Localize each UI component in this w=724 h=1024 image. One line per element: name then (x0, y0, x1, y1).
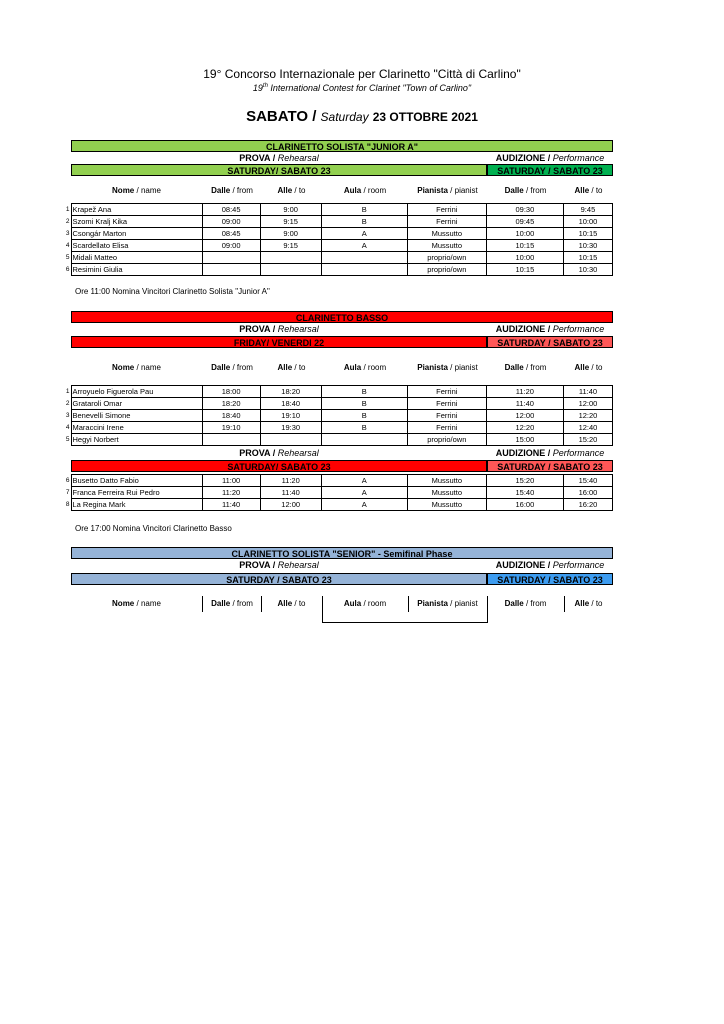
col-from (203, 185, 261, 196)
cell-pianist: Mussutto (407, 475, 486, 487)
cell-room: B (321, 410, 407, 422)
col-pfrom-it: Dalle (504, 186, 524, 195)
cell-room: B (321, 386, 407, 398)
senior-divider (322, 596, 323, 622)
cell-pto: 12:20 (563, 410, 612, 422)
cell-pto: 15:40 (563, 475, 612, 487)
col-name-en: / name (136, 363, 161, 372)
col-pto-en: / to (591, 599, 603, 608)
cell-from: 19:10 (202, 422, 260, 434)
cell-n: 4 (65, 424, 70, 431)
basso-prova-label-2 (71, 448, 487, 459)
cell-name: Krapež Ana (71, 204, 202, 216)
cell-to (260, 252, 321, 264)
table-row (62, 204, 613, 216)
cell-pianist: Ferrini (407, 398, 486, 410)
cell-room (321, 264, 407, 276)
col-to-it: Alle (277, 363, 293, 372)
cell-from: 11:20 (202, 487, 260, 499)
col-to-it: Alle (277, 599, 293, 608)
cell-pfrom: 12:00 (486, 410, 563, 422)
col-from-en: / from (232, 599, 253, 608)
cell-to: 9:00 (260, 204, 321, 216)
col-name-it: Nome (112, 186, 135, 195)
senior-prova-label (71, 560, 487, 571)
col-to (261, 362, 322, 373)
col-pto-it: Alle (574, 186, 590, 195)
col-from-it: Dalle (211, 363, 231, 372)
performance-label: Performance (552, 560, 605, 570)
cell-to: 18:20 (260, 386, 321, 398)
cell-n: 6 (65, 266, 70, 273)
col-to-en: / to (294, 186, 306, 195)
cell-from: 08:45 (202, 204, 260, 216)
audizione-label: AUDIZIONE / (495, 560, 551, 570)
cell-pfrom: 12:20 (486, 422, 563, 434)
cell-n: 3 (65, 230, 70, 237)
cell-pianist: Mussutto (407, 240, 486, 252)
cell-from: 18:40 (202, 410, 260, 422)
cell-pto: 12:00 (563, 398, 612, 410)
col-from-it: Dalle (211, 186, 231, 195)
col-from-en: / from (232, 363, 253, 372)
cell-to (260, 264, 321, 276)
cell-from: 18:20 (202, 398, 260, 410)
col-pfrom-en: / from (525, 186, 547, 195)
cell-pto: 10:30 (563, 264, 612, 276)
cell-room (321, 252, 407, 264)
cell-room: B (321, 398, 407, 410)
col-room-en: / room (363, 186, 387, 195)
basso-rehearsal-day-2: SATURDAY/ SABATO 23 (71, 460, 487, 472)
cell-to: 9:15 (260, 216, 321, 228)
cell-from: 09:00 (202, 216, 260, 228)
junior-performance-day: SATURDAY / SABATO 23 (487, 164, 613, 176)
col-pianist-it: Pianista (417, 363, 448, 372)
cell-pianist: Ferrini (407, 422, 486, 434)
cell-pfrom: 15:00 (486, 434, 563, 446)
cell-pto: 16:00 (563, 487, 612, 499)
table-row (62, 228, 613, 240)
col-room-en: / room (363, 363, 387, 372)
col-pfrom-en: / from (525, 363, 547, 372)
table-row (62, 487, 613, 499)
col-pianist (408, 362, 487, 373)
col-from (203, 362, 261, 373)
col-to-en: / to (294, 363, 306, 372)
cell-pto: 10:30 (563, 240, 612, 252)
table-row (62, 264, 613, 276)
cell-name: Resimini Giulia (71, 264, 202, 276)
col-pianist-en: / pianist (450, 186, 478, 195)
cell-pianist: Ferrini (407, 410, 486, 422)
audizione-label: AUDIZIONE / (495, 448, 551, 458)
cell-from (202, 252, 260, 264)
cell-room: A (321, 240, 407, 252)
cell-name: Scardellato Elisa (71, 240, 202, 252)
table-row (62, 434, 613, 446)
col-pto (564, 362, 613, 373)
senior-title-band: CLARINETTO SOLISTA "SENIOR" - Semifinal Phase (71, 547, 613, 559)
col-pfrom-en: / from (525, 599, 547, 608)
cell-pto: 15:20 (563, 434, 612, 446)
cell-pto: 11:40 (563, 386, 612, 398)
col-pianist-en: / pianist (450, 599, 478, 608)
col-pto (564, 598, 613, 609)
col-name (71, 598, 202, 609)
cell-name: Midali Matteo (71, 252, 202, 264)
col-pfrom-it: Dalle (504, 599, 524, 608)
rehearsal-label: Rehearsal (277, 560, 319, 570)
cell-pfrom: 09:45 (486, 216, 563, 228)
col-room-it: Aula (343, 363, 362, 372)
rehearsal-label: Rehearsal (277, 448, 319, 458)
cell-name: Grataroli Omar (71, 398, 202, 410)
cell-to: 11:40 (260, 487, 321, 499)
subtitle-text: International Contest for Clarinet "Town of Carlino" (267, 83, 472, 93)
cell-pfrom: 11:40 (486, 398, 563, 410)
basso-audizione-label (487, 324, 613, 335)
senior-performance-day: SATURDAY / SABATO 23 (487, 573, 613, 585)
day-date: 23 OTTOBRE 2021 (372, 110, 478, 124)
cell-n: 7 (65, 489, 70, 496)
cell-pto: 10:15 (563, 228, 612, 240)
senior-divider (408, 596, 409, 612)
cell-pto: 12:40 (563, 422, 612, 434)
cell-n: 5 (65, 254, 70, 261)
col-room-it: Aula (343, 599, 362, 608)
cell-pfrom: 10:00 (486, 252, 563, 264)
cell-pianist: Mussutto (407, 487, 486, 499)
junior-audizione-label (487, 153, 613, 164)
cell-room (321, 434, 407, 446)
audizione-label: AUDIZIONE / (495, 153, 551, 163)
senior-divider (487, 596, 488, 622)
table-row (62, 422, 613, 434)
senior-divider (564, 596, 565, 612)
basso-audizione-label-2 (487, 448, 613, 459)
table-row (62, 410, 613, 422)
cell-pfrom: 10:00 (486, 228, 563, 240)
cell-to: 18:40 (260, 398, 321, 410)
cell-to: 19:10 (260, 410, 321, 422)
junior-rehearsal-day: SATURDAY/ SABATO 23 (71, 164, 487, 176)
col-pfrom (487, 362, 564, 373)
table-row (62, 386, 613, 398)
col-from (203, 598, 261, 609)
cell-to: 9:00 (260, 228, 321, 240)
senior-divider (202, 596, 203, 612)
col-name-en: / name (136, 599, 161, 608)
rehearsal-label: Rehearsal (277, 153, 319, 163)
table-row (62, 398, 613, 410)
col-name-it: Nome (112, 599, 135, 608)
cell-name: Arroyuelo Figuerola Pau (71, 386, 202, 398)
cell-room: B (321, 216, 407, 228)
senior-rehearsal-day: SATURDAY / SABATO 23 (71, 573, 487, 585)
day-it: SABATO / (246, 108, 317, 125)
col-room (322, 362, 408, 373)
cell-pianist: Ferrini (407, 204, 486, 216)
col-pianist (408, 598, 487, 609)
col-name (71, 362, 202, 373)
cell-from: 08:45 (202, 228, 260, 240)
cell-room: A (321, 475, 407, 487)
table-row (62, 475, 613, 487)
cell-n: 4 (65, 242, 70, 249)
cell-n: 6 (65, 477, 70, 484)
col-room (322, 185, 408, 196)
col-pianist-it: Pianista (417, 186, 448, 195)
cell-room: A (321, 487, 407, 499)
cell-name: Busetto Datto Fabio (71, 475, 202, 487)
performance-label: Performance (552, 448, 605, 458)
col-from-en: / from (232, 186, 253, 195)
basso-table (62, 385, 613, 446)
table-row (62, 216, 613, 228)
cell-to: 9:15 (260, 240, 321, 252)
prova-label: PROVA / (239, 448, 276, 458)
col-pto-it: Alle (574, 363, 590, 372)
col-pto (564, 185, 613, 196)
prova-label: PROVA / (239, 153, 276, 163)
senior-divider (261, 596, 262, 612)
junior-title-band: CLARINETTO SOLISTA "JUNIOR A" (71, 140, 613, 152)
col-pianist-en: / pianist (450, 363, 478, 372)
cell-from: 11:00 (202, 475, 260, 487)
col-pto-it: Alle (574, 599, 590, 608)
cell-pfrom: 11:20 (486, 386, 563, 398)
col-pfrom-it: Dalle (504, 363, 524, 372)
cell-n: 1 (65, 388, 70, 395)
junior-table (62, 203, 613, 276)
senior-audizione-label (487, 560, 613, 571)
day-en: Saturday (320, 110, 369, 124)
day-heading (0, 108, 724, 125)
cell-pfrom: 10:15 (486, 264, 563, 276)
cell-name: Csongár Marton (71, 228, 202, 240)
cell-pfrom: 10:15 (486, 240, 563, 252)
basso-table-2 (62, 474, 613, 511)
table-row (62, 499, 613, 511)
col-name-en: / name (136, 186, 161, 195)
cell-to: 11:20 (260, 475, 321, 487)
col-to-it: Alle (277, 186, 293, 195)
col-pianist (408, 185, 487, 196)
table-row (62, 240, 613, 252)
contest-title: 19° Concorso Internazionale per Clarinetto "Città di Carlino" (203, 67, 521, 81)
cell-room: A (321, 499, 407, 511)
cell-from (202, 264, 260, 276)
cell-n: 1 (65, 206, 70, 213)
subtitle-number: 19 (252, 83, 263, 93)
rehearsal-label: Rehearsal (277, 324, 319, 334)
cell-to: 19:30 (260, 422, 321, 434)
cell-pianist: proprio/own (407, 264, 486, 276)
col-pto-en: / to (591, 186, 603, 195)
cell-pfrom: 09:30 (486, 204, 563, 216)
col-to-en: / to (294, 599, 306, 608)
senior-bottom-line (322, 622, 488, 623)
cell-name: Benevelli Simone (71, 410, 202, 422)
basso-note: Ore 17:00 Nomina Vincitori Clarinetto Basso (75, 524, 232, 533)
cell-name: La Regina Mark (71, 499, 202, 511)
basso-prova-label (71, 324, 487, 335)
cell-from: 11:40 (202, 499, 260, 511)
col-name-it: Nome (112, 363, 135, 372)
basso-performance-day-2: SATURDAY / SABATO 23 (487, 460, 613, 472)
col-to (261, 598, 322, 609)
col-pianist-it: Pianista (417, 599, 448, 608)
cell-n: 2 (65, 218, 70, 225)
cell-name: Hegyi Norbert (71, 434, 202, 446)
junior-prova-label (71, 153, 487, 164)
cell-pto: 10:15 (563, 252, 612, 264)
col-pto-en: / to (591, 363, 603, 372)
performance-label: Performance (552, 324, 605, 334)
cell-name: Maraccini Irene (71, 422, 202, 434)
cell-from (202, 434, 260, 446)
cell-name: Franca Ferreira Rui Pedro (71, 487, 202, 499)
cell-pto: 16:20 (563, 499, 612, 511)
cell-room: A (321, 228, 407, 240)
audizione-label: AUDIZIONE / (495, 324, 551, 334)
col-name (71, 185, 202, 196)
table-row (62, 252, 613, 264)
cell-pto: 10:00 (563, 216, 612, 228)
col-room-en: / room (363, 599, 387, 608)
cell-n: 3 (65, 412, 70, 419)
cell-from: 18:00 (202, 386, 260, 398)
col-from-it: Dalle (211, 599, 231, 608)
cell-n: 8 (65, 501, 70, 508)
cell-pianist: Ferrini (407, 216, 486, 228)
subtitle-ordinal: th (262, 83, 268, 89)
performance-label: Performance (552, 153, 605, 163)
prova-label: PROVA / (239, 560, 276, 570)
col-to (261, 185, 322, 196)
prova-label: PROVA / (239, 324, 276, 334)
cell-n: 5 (65, 436, 70, 443)
junior-note: Ore 11:00 Nomina Vincitori Clarinetto Solista "Junior A" (75, 287, 270, 296)
col-room-it: Aula (343, 186, 362, 195)
cell-pfrom: 16:00 (486, 499, 563, 511)
cell-pfrom: 15:40 (486, 487, 563, 499)
cell-pianist: Mussutto (407, 228, 486, 240)
cell-pianist: proprio/own (407, 252, 486, 264)
cell-room: B (321, 204, 407, 216)
cell-pianist: Ferrini (407, 386, 486, 398)
cell-from: 09:00 (202, 240, 260, 252)
basso-rehearsal-day: FRIDAY/ VENERDI 22 (71, 336, 487, 348)
cell-name: Szomi Kralj Kika (71, 216, 202, 228)
cell-to: 12:00 (260, 499, 321, 511)
basso-title-band: CLARINETTO BASSO (71, 311, 613, 323)
col-pfrom (487, 185, 564, 196)
basso-performance-day: SATURDAY / SABATO 23 (487, 336, 613, 348)
cell-room: B (321, 422, 407, 434)
cell-pianist: Mussutto (407, 499, 486, 511)
cell-pto: 9:45 (563, 204, 612, 216)
contest-subtitle (0, 83, 724, 93)
cell-to (260, 434, 321, 446)
cell-pianist: proprio/own (407, 434, 486, 446)
col-pfrom (487, 598, 564, 609)
cell-n: 2 (65, 400, 70, 407)
cell-pfrom: 15:20 (486, 475, 563, 487)
col-room (322, 598, 408, 609)
